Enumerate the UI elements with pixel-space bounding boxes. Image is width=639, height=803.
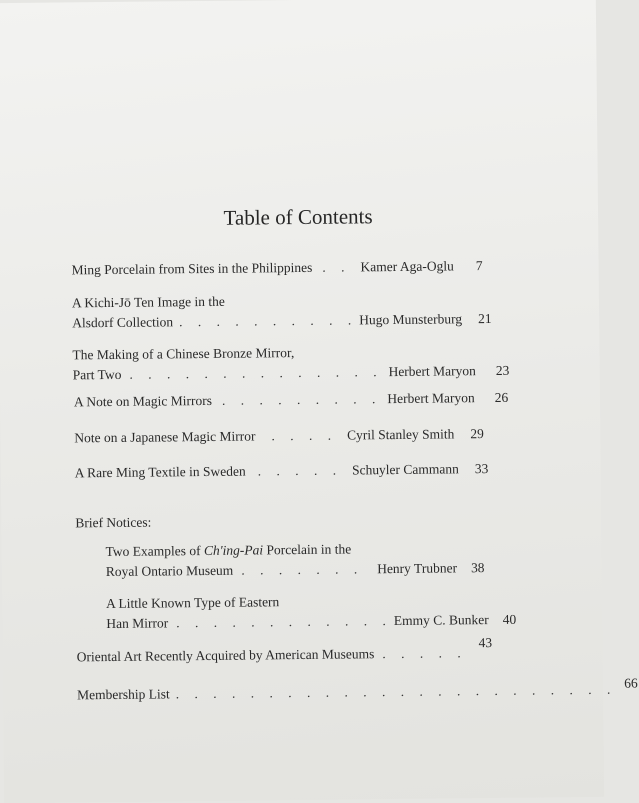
entry-page: 40 (502, 611, 517, 627)
entry-title: A Little Known Type of Eastern (106, 594, 280, 612)
entry-page: 38 (470, 560, 485, 576)
entry-page: 33 (474, 461, 489, 477)
entry-title: The Making of a Chinese Bronze Mirror, (72, 345, 295, 363)
toc-entry (75, 459, 525, 484)
leader-dots: . . . . . . . . . . (178, 312, 358, 330)
toc-entry (106, 589, 546, 634)
leader-dots: . . . . . . . . . . . . . . . . . . . . . . . . (175, 681, 617, 702)
entry-title: A Rare Ming Textile in Sweden (74, 463, 246, 481)
entry-author: Hugo Munsterburg (359, 311, 463, 328)
page-title: Table of Contents (223, 204, 373, 230)
entry-author: Henry Trubner (377, 560, 458, 577)
entry-page: 43 (478, 635, 493, 651)
leader-dots: . . . . . . . . . . . . . . (129, 364, 383, 382)
leader-dots: . . . . . . . . . . . . (176, 613, 392, 631)
leader-dots: . . . . . (257, 462, 343, 479)
entry-title-cont: Alsdorf Collection (72, 314, 174, 331)
leader-dots: . . (322, 259, 351, 275)
entry-title: Ming Porcelain from Sites in the Philippines (71, 259, 313, 278)
entry-author: Emmy C. Bunker (393, 612, 489, 629)
entry-author: Cyril Stanley Smith (346, 426, 455, 443)
entry-author: Herbert Maryon (388, 363, 476, 380)
toc-entry (72, 341, 522, 386)
entry-page: 7 (475, 258, 483, 274)
entry-author: Schuyler Cammann (351, 461, 459, 478)
entry-title-cont: Part Two (72, 366, 122, 383)
toc-entry (74, 424, 524, 449)
entry-title: Oriental Art Recently Acquired by American Museums (76, 646, 375, 665)
entry-title: A Note on Magic Mirrors (73, 392, 213, 410)
toc-entry (76, 635, 557, 667)
leader-dots: . . . . . (382, 645, 467, 662)
entry-page: 23 (495, 362, 510, 378)
toc-entry (76, 675, 638, 705)
toc-entry (72, 289, 522, 334)
leader-dots: . . . . (271, 427, 338, 444)
toc-entry (72, 256, 522, 281)
entry-title: A Kichi-Jō Ten Image in the (71, 293, 225, 311)
entry-author: Kamer Aga-Oglu (360, 258, 454, 275)
entry-page: 66 (624, 675, 638, 691)
entry-title: Note on a Japanese Magic Mirror (74, 428, 256, 446)
entry-author: Herbert Maryon (387, 390, 475, 407)
entry-title: Two Examples of Ch'ing-Pai Porcelain in the (105, 541, 352, 560)
leader-dots: . . . . . . . . . (221, 391, 382, 408)
toc-entry (74, 388, 524, 413)
entry-page: 21 (477, 310, 492, 327)
entry-title-cont: Han Mirror (106, 615, 169, 632)
entry-title: Membership List (76, 686, 170, 703)
entry-page: 29 (470, 426, 484, 442)
entry-page: 26 (494, 389, 509, 405)
entry-title-cont: Royal Ontario Museum (105, 562, 234, 580)
leader-dots: . . . . . . . (241, 561, 364, 578)
brief-notices-heading: Brief Notices: (75, 514, 152, 531)
toc-entry (105, 537, 545, 582)
